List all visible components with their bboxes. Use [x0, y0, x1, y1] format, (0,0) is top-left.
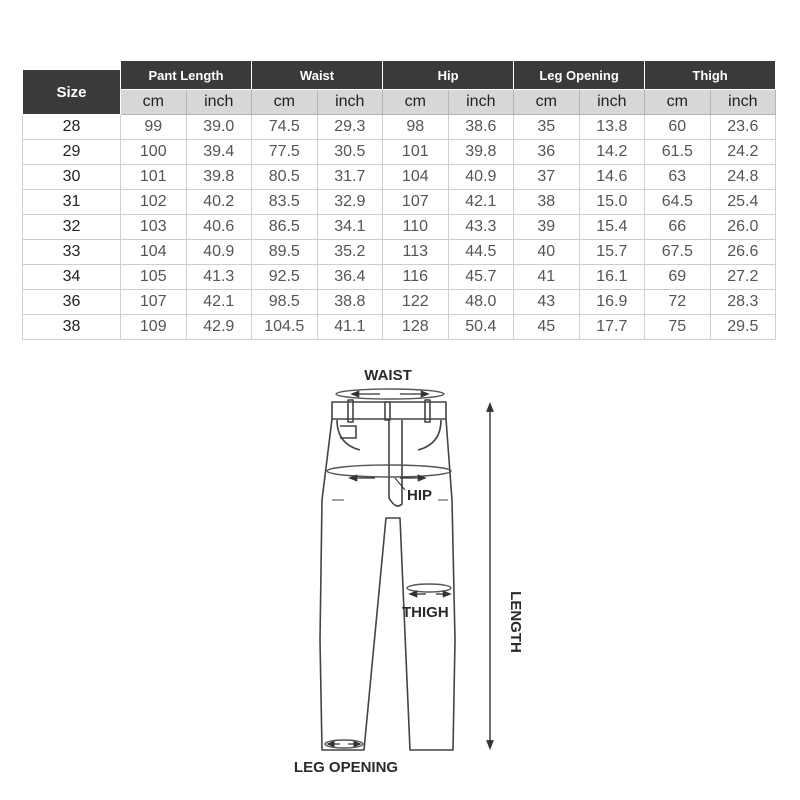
measurement-cell: 26.6 [710, 240, 776, 265]
measurement-cell: 26.0 [710, 215, 776, 240]
measurement-cell: 38.6 [448, 115, 514, 140]
pant-length-header: Pant Length [121, 61, 252, 90]
measurement-cell: 61.5 [645, 140, 711, 165]
measurement-cell: 41.1 [317, 315, 383, 340]
size-cell: 32 [23, 215, 121, 240]
waist-label: WAIST [364, 367, 412, 384]
size-cell: 30 [23, 165, 121, 190]
measurement-cell: 107 [121, 290, 187, 315]
size-column-header: Size [23, 61, 121, 115]
measurement-cell: 43 [514, 290, 580, 315]
measurement-cell: 98.5 [252, 290, 318, 315]
measurement-cell: 75 [645, 315, 711, 340]
measurement-cell: 110 [383, 215, 449, 240]
length-label: LENGTH [507, 591, 524, 653]
measurement-cell: 39 [514, 215, 580, 240]
unit-inch-header: inch [579, 90, 645, 115]
size-row [23, 215, 776, 240]
waist-header: Waist [252, 61, 383, 90]
measurement-cell: 39.8 [186, 165, 252, 190]
measurement-cell: 31.7 [317, 165, 383, 190]
measurement-cell: 102 [121, 190, 187, 215]
measurement-cell: 60 [645, 115, 711, 140]
leg-opening-measure-line [325, 740, 363, 748]
measurement-cell: 128 [383, 315, 449, 340]
measurement-cell: 41.3 [186, 265, 252, 290]
thigh-measure-line [407, 584, 451, 594]
measurement-cell: 38.8 [317, 290, 383, 315]
size-cell: 29 [23, 140, 121, 165]
hip-label: HIP [407, 487, 433, 504]
size-row [23, 190, 776, 215]
measurement-cell: 92.5 [252, 265, 318, 290]
thigh-header: Thigh [645, 61, 776, 90]
measurement-cell: 89.5 [252, 240, 318, 265]
measurement-cell: 63 [645, 165, 711, 190]
size-row [23, 140, 776, 165]
measurement-cell: 66 [645, 215, 711, 240]
measurement-cell: 42.1 [186, 290, 252, 315]
size-row [23, 265, 776, 290]
thigh-label: THIGH [402, 604, 449, 621]
unit-cm-header: cm [514, 90, 580, 115]
measurement-cell: 113 [383, 240, 449, 265]
pants-measurement-diagram [0, 340, 800, 800]
size-cell: 31 [23, 190, 121, 215]
measurement-cell: 42.9 [186, 315, 252, 340]
measurement-cell: 24.2 [710, 140, 776, 165]
measurement-cell: 23.6 [710, 115, 776, 140]
measurement-cell: 15.7 [579, 240, 645, 265]
measurement-cell: 45.7 [448, 265, 514, 290]
measurement-cell: 25.4 [710, 190, 776, 215]
measurement-cell: 100 [121, 140, 187, 165]
group-header-row [23, 61, 776, 90]
measurement-cell: 101 [121, 165, 187, 190]
size-row [23, 115, 776, 140]
measurement-cell: 30.5 [317, 140, 383, 165]
measurement-cell: 16.9 [579, 290, 645, 315]
measurement-cell: 42.1 [448, 190, 514, 215]
measurement-cell: 14.2 [579, 140, 645, 165]
measurement-cell: 36.4 [317, 265, 383, 290]
measurement-cell: 40 [514, 240, 580, 265]
measurement-cell: 122 [383, 290, 449, 315]
measurement-cell: 24.8 [710, 165, 776, 190]
hip-header: Hip [383, 61, 514, 90]
measurement-cell: 77.5 [252, 140, 318, 165]
measurement-cell: 29.5 [710, 315, 776, 340]
waist-measure-line [336, 389, 444, 399]
measurement-cell: 40.2 [186, 190, 252, 215]
measurement-cell: 83.5 [252, 190, 318, 215]
unit-cm-header: cm [252, 90, 318, 115]
measurement-cell: 40.9 [448, 165, 514, 190]
unit-inch-header: inch [186, 90, 252, 115]
measurement-cell: 72 [645, 290, 711, 315]
measurement-cell: 105 [121, 265, 187, 290]
measurement-cell: 28.3 [710, 290, 776, 315]
measurement-cell: 41 [514, 265, 580, 290]
measurement-cell: 99 [121, 115, 187, 140]
measurement-cell: 104 [383, 165, 449, 190]
unit-cm-header: cm [383, 90, 449, 115]
unit-inch-header: inch [317, 90, 383, 115]
measurement-cell: 67.5 [645, 240, 711, 265]
size-cell: 28 [23, 115, 121, 140]
pants-outline [320, 400, 455, 750]
measurement-cell: 74.5 [252, 115, 318, 140]
measurement-cell: 15.4 [579, 215, 645, 240]
measurement-cell: 107 [383, 190, 449, 215]
size-cell: 36 [23, 290, 121, 315]
measurement-cell: 104.5 [252, 315, 318, 340]
measurement-cell: 38 [514, 190, 580, 215]
measurement-cell: 40.9 [186, 240, 252, 265]
measurement-cell: 35 [514, 115, 580, 140]
measurement-cell: 17.7 [579, 315, 645, 340]
unit-cm-header: cm [645, 90, 711, 115]
size-cell: 38 [23, 315, 121, 340]
unit-header-row [23, 90, 776, 115]
size-row [23, 290, 776, 315]
measurement-cell: 43.3 [448, 215, 514, 240]
measurement-cell: 14.6 [579, 165, 645, 190]
size-cell: 34 [23, 265, 121, 290]
size-row [23, 240, 776, 265]
size-row [23, 315, 776, 340]
measurement-cell: 101 [383, 140, 449, 165]
measurement-cell: 16.1 [579, 265, 645, 290]
measurement-cell: 39.4 [186, 140, 252, 165]
size-chart-table [22, 51, 776, 340]
measurement-cell: 64.5 [645, 190, 711, 215]
measurement-cell: 39.8 [448, 140, 514, 165]
measurement-cell: 104 [121, 240, 187, 265]
measurement-cell: 103 [121, 215, 187, 240]
leg-opening-header: Leg Opening [514, 61, 645, 90]
measurement-cell: 13.8 [579, 115, 645, 140]
measurement-cell: 48.0 [448, 290, 514, 315]
leg-opening-label: LEG OPENING [293, 759, 399, 776]
measurement-cell: 116 [383, 265, 449, 290]
measurement-cell: 34.1 [317, 215, 383, 240]
size-table-body [23, 115, 776, 340]
measurement-cell: 37 [514, 165, 580, 190]
measurement-cell: 27.2 [710, 265, 776, 290]
measurement-cell: 109 [121, 315, 187, 340]
measurement-cell: 86.5 [252, 215, 318, 240]
measurement-cell: 50.4 [448, 315, 514, 340]
measurement-cell: 32.9 [317, 190, 383, 215]
measurement-cell: 80.5 [252, 165, 318, 190]
measurement-cell: 15.0 [579, 190, 645, 215]
size-row [23, 165, 776, 190]
unit-cm-header: cm [121, 90, 187, 115]
measurement-cell: 45 [514, 315, 580, 340]
unit-inch-header: inch [448, 90, 514, 115]
measurement-cell: 29.3 [317, 115, 383, 140]
measurement-cell: 44.5 [448, 240, 514, 265]
measurement-cell: 40.6 [186, 215, 252, 240]
measurement-cell: 36 [514, 140, 580, 165]
measurement-cell: 69 [645, 265, 711, 290]
measurement-cell: 39.0 [186, 115, 252, 140]
size-cell: 33 [23, 240, 121, 265]
measurement-cell: 35.2 [317, 240, 383, 265]
unit-inch-header: inch [710, 90, 776, 115]
measurement-cell: 98 [383, 115, 449, 140]
